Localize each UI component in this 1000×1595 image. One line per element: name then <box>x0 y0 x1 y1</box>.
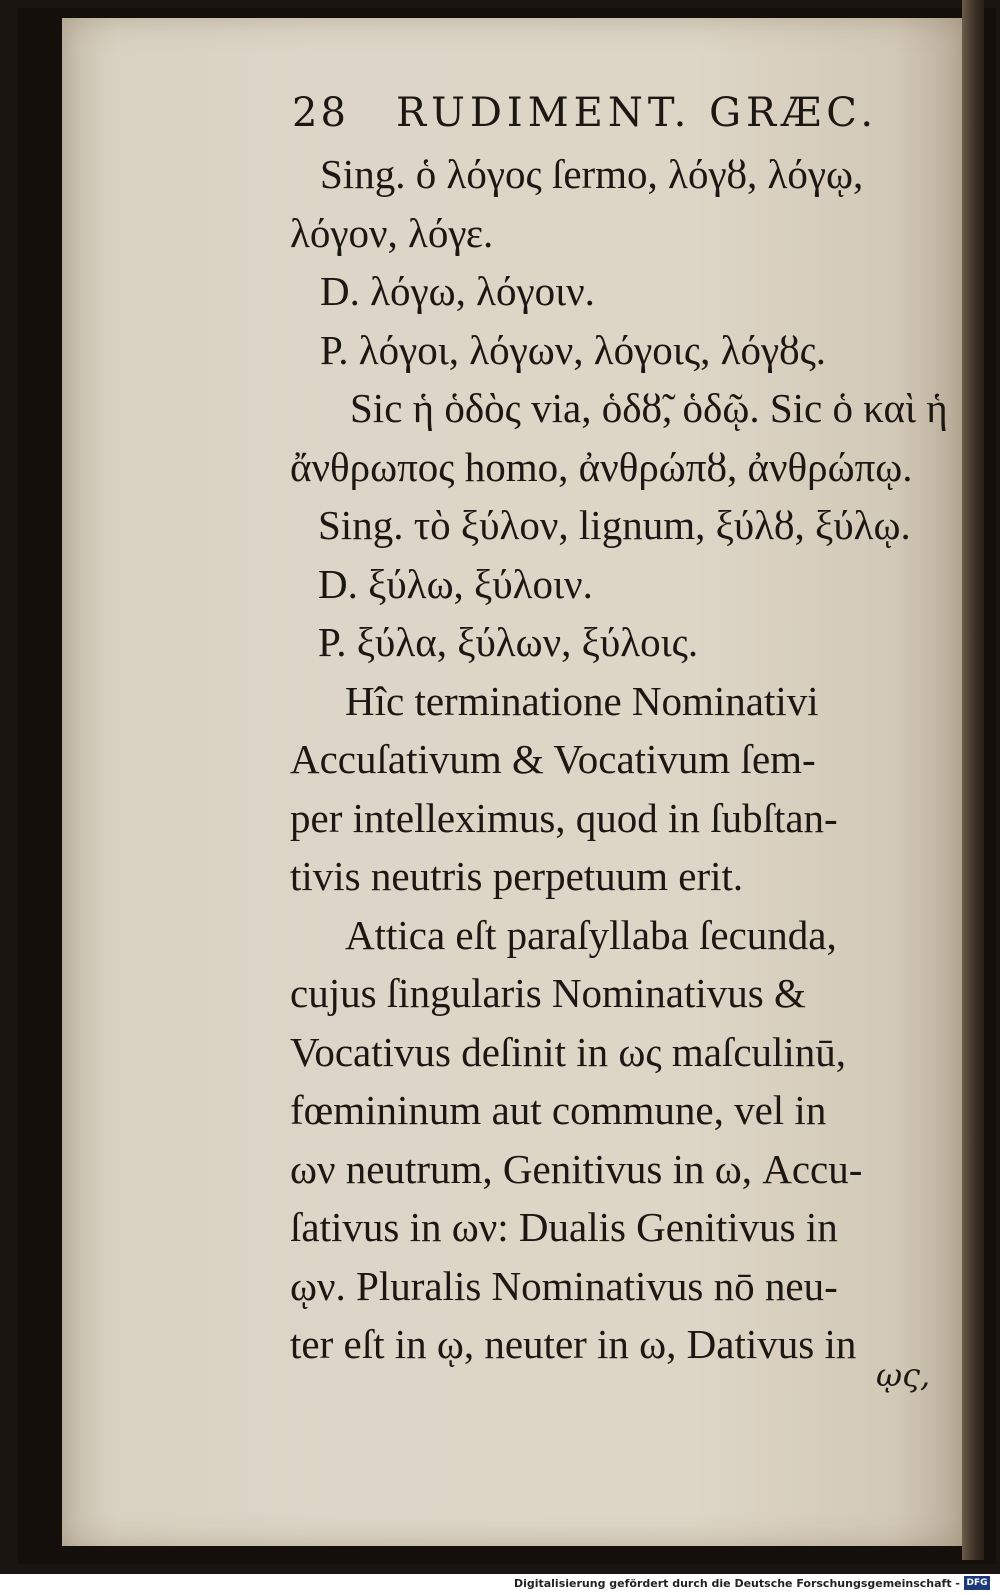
page-number: 28 <box>292 90 349 136</box>
text-line: λόγον, λόγε. <box>290 209 494 256</box>
text-line: cujus ſingularis Nominativus & <box>290 970 806 1016</box>
text-line: Accuſativum & Vocativum ſem- <box>290 736 816 782</box>
text-line: ῳν. Pluralis Nominativus nō neu- <box>290 1262 838 1309</box>
text-line: ἄνθρωπος homo, ἀνθρώπȣ, ἀνθρώπῳ. <box>290 443 913 490</box>
text-line: tivis neutris perpetuum erit. <box>290 853 744 899</box>
text-line: P. λόγοι, λόγων, λόγοις, λόγȣς. <box>320 326 827 373</box>
text-line: D. ξύλω, ξύλοιν. <box>318 560 593 607</box>
text-line: ſativus in ων: Dualis Genitivus in <box>290 1204 838 1250</box>
catchword: ῳς, <box>876 1356 931 1394</box>
dfg-logo: DFG <box>964 1576 990 1590</box>
page-edge <box>962 0 984 1560</box>
text-line: Sic ἡ ὁδὸς via, ὁδȣ̃, ὁδῷ. Sic ὁ καὶ ἡ <box>350 385 948 431</box>
text-line: Sing. τὸ ξύλον, lignum, ξύλȣ, ξύλῳ. <box>318 502 911 548</box>
running-header <box>292 90 932 140</box>
text-line: per intelleximus, quod in ſubſtan- <box>290 794 838 841</box>
text-line: ων neutrum, Genitivus in ω, Accu- <box>290 1145 863 1192</box>
footer-credit: Digitalisierung gefördert durch die Deutsche Forschungsgemeinschaft - <box>513 1577 960 1590</box>
text-line: Vocativus deſinit in ως maſculinū, <box>290 1028 847 1075</box>
text-line: ter eſt in ῳ, neuter in ω, Dativus in <box>290 1321 857 1367</box>
text-line: Sing. ὁ λόγος ſermo, λόγȣ, λόγῳ, <box>320 151 864 197</box>
text-line: Hîc terminatione Nominativi <box>345 677 819 724</box>
text-line: fœmininum aut commune, vel in <box>290 1087 827 1133</box>
text-line: Attica eſt paraſyllaba ſecunda, <box>345 911 837 958</box>
text-line: D. λόγω, λόγοιν. <box>320 268 595 314</box>
running-title: RUDIMENT. GRÆC. <box>396 90 879 136</box>
text-line: P. ξύλα, ξύλων, ξύλοις. <box>318 619 699 665</box>
